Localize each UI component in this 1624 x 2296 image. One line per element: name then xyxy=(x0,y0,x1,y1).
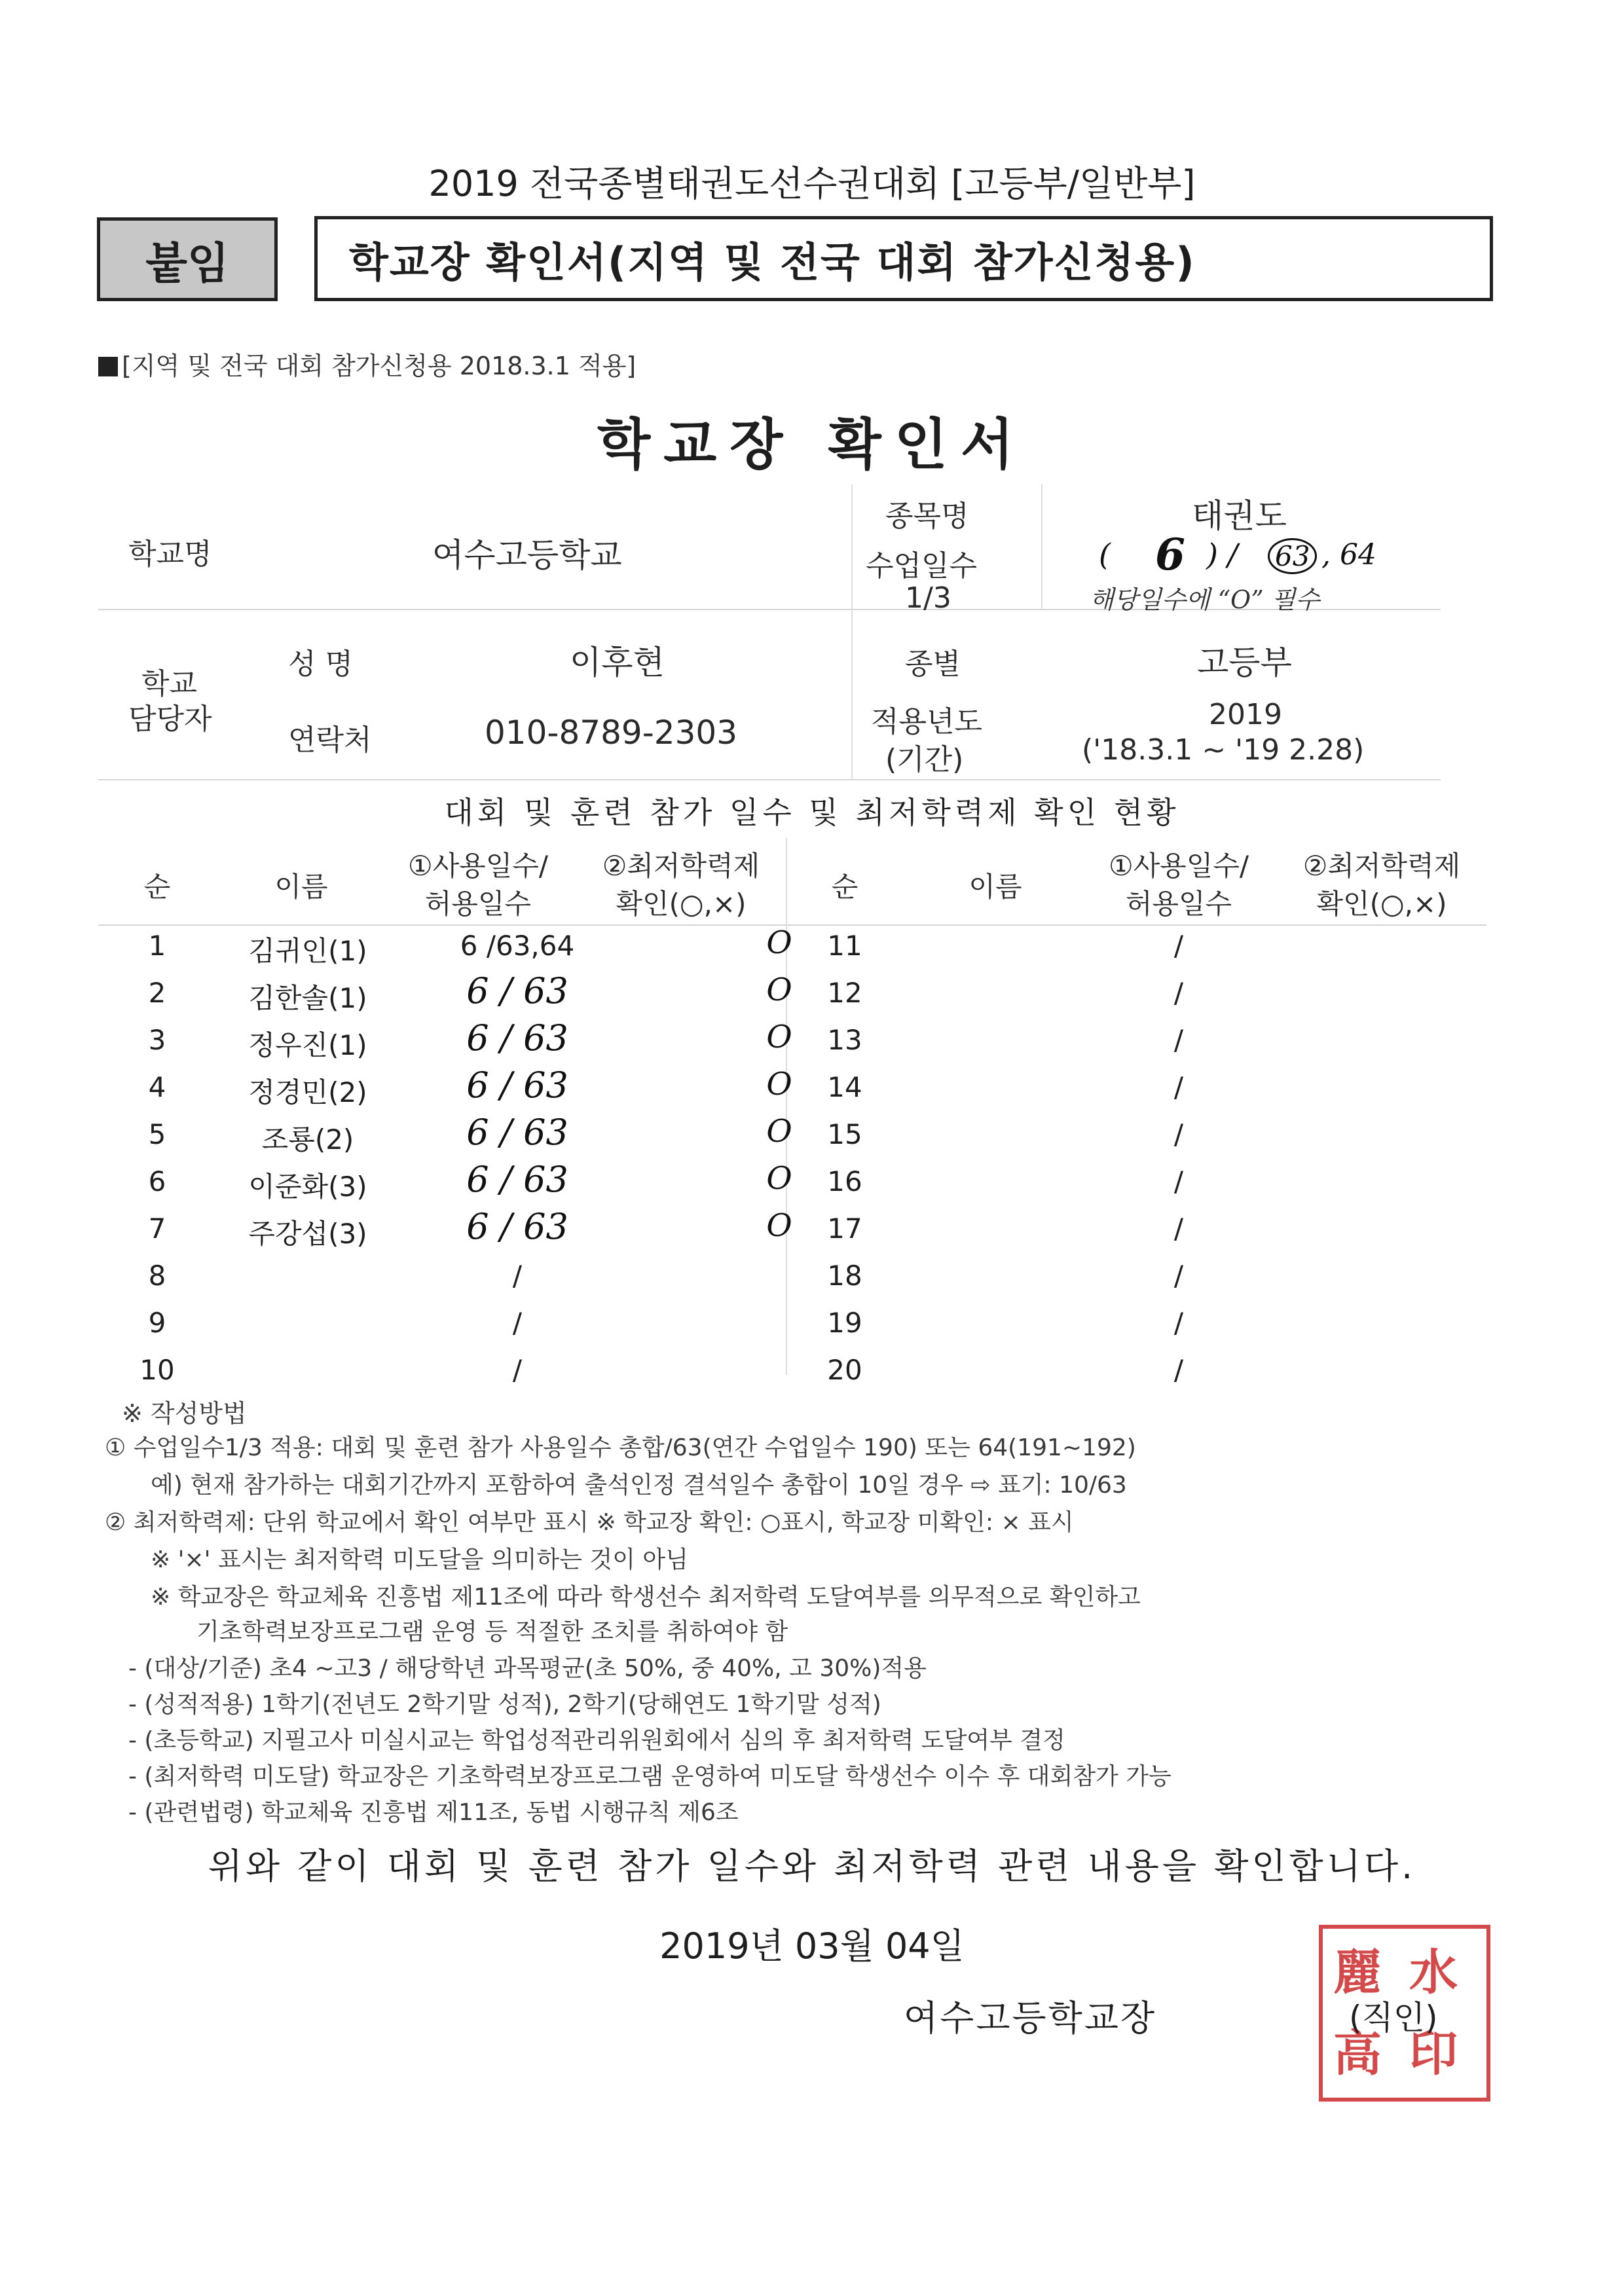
days-used: 6 / 63 xyxy=(466,1065,568,1106)
method-line: 예) 현재 참가하는 대회기간까지 포함하여 출석인정 결석일수 총합이 10일 경우 ⇨ 표기: 10/63 xyxy=(151,1472,1127,1499)
athlete-name: 정경민(2) xyxy=(248,1076,367,1108)
divider xyxy=(1041,484,1043,609)
days-used: 6 /63,64 xyxy=(460,930,575,962)
days-note: 해당일수에 “O” 필수 xyxy=(1090,585,1320,614)
official-seal: 麗 水 高 印 xyxy=(1319,1925,1490,2102)
page-title: 학교장 확인서 xyxy=(597,412,1027,477)
status-title: 대회 및 훈련 참가 일수 및 최저학력제 확인 현황 xyxy=(444,795,1180,830)
contact-label: 학교 xyxy=(141,667,198,701)
row-number: 9 xyxy=(148,1307,166,1339)
sport-label: 종목명 xyxy=(885,500,969,533)
row-number: 8 xyxy=(148,1260,166,1292)
header-no: 순 xyxy=(143,871,171,903)
athlete-name: 이준화(3) xyxy=(248,1171,367,1203)
method-line: - (성적적용) 1학기(전년도 2학기말 성적), 2학기(당해연도 1학기말 성적) xyxy=(128,1691,881,1718)
days-used-right: / xyxy=(1173,1354,1184,1386)
header-min-right: ②최저학력제 xyxy=(1302,850,1461,882)
phone-label: 연락처 xyxy=(288,723,372,757)
attachment-label: 붙임 xyxy=(97,217,278,301)
days-used-right: / xyxy=(1173,1024,1184,1056)
row-number: 3 xyxy=(148,1024,166,1056)
days-used-right: / xyxy=(1173,1071,1184,1103)
min-standard-mark: O xyxy=(766,1066,792,1102)
min-standard-mark: O xyxy=(766,924,792,961)
days-used-right: / xyxy=(1173,930,1184,962)
name-label: 성 명 xyxy=(288,647,353,681)
contact-name: 이후현 xyxy=(570,644,665,682)
row-number: 10 xyxy=(139,1354,175,1386)
row-number-right: 12 xyxy=(827,977,862,1009)
contact-label-2: 담당자 xyxy=(128,702,212,736)
header-days-right: ①사용일수/ xyxy=(1108,850,1249,882)
days-used: / xyxy=(512,1354,523,1386)
table-row xyxy=(98,1300,1486,1347)
header-days-2: 허용일수 xyxy=(424,888,532,920)
division-value: 고등부 xyxy=(1197,644,1292,682)
school-name: 여수고등학교 xyxy=(432,536,622,574)
row-number: 5 xyxy=(148,1118,166,1150)
header-no-right: 순 xyxy=(831,871,858,903)
days-used-right: / xyxy=(1173,977,1184,1009)
form-title: 학교장 확인서(지역 및 전국 대회 참가신청용) xyxy=(314,216,1493,301)
header-name-right: 이름 xyxy=(969,871,1022,903)
days-circled-value: 63 xyxy=(1268,538,1317,574)
days-used-right: / xyxy=(1173,1260,1184,1292)
header-days: ①사용일수/ xyxy=(407,850,549,882)
days-used: / xyxy=(512,1307,523,1339)
row-number-right: 14 xyxy=(827,1071,862,1103)
method-line: - (최저학력 미도달) 학교장은 기초학력보장프로그램 운영하여 미도달 학생선수 이수 후 대회참가 가능 xyxy=(128,1763,1172,1790)
days-label-sub: 1/3 xyxy=(905,581,951,615)
header-min: ②최저학력제 xyxy=(602,850,760,882)
method-line: ※ 학교장은 학교체육 진흥법 제11조에 따라 학생선수 최저학력 도달여부를 의무적으로 확인하고 xyxy=(151,1584,1141,1611)
days-used: 6 / 63 xyxy=(466,1017,568,1059)
min-standard-mark: O xyxy=(766,1207,792,1244)
sport-value: 태권도 xyxy=(1192,497,1287,535)
method-line: - (대상/기준) 초4 ~고3 / 해당학년 과목평균(초 50%, 중 40%, 고 30%)적용 xyxy=(128,1655,927,1682)
athlete-name: 김귀인(1) xyxy=(248,935,367,967)
divider xyxy=(98,779,1441,780)
table-row xyxy=(98,1065,1486,1112)
method-heading: ※ 작성방법 xyxy=(122,1399,247,1428)
notice xyxy=(98,346,636,382)
row-number-right: 17 xyxy=(827,1212,862,1245)
days-paren: ( xyxy=(1099,537,1111,572)
method-line: - (초등학교) 지필고사 미실시교는 학업성적관리위원회에서 심의 후 최저학력 도달여부 결정 xyxy=(128,1727,1065,1754)
row-number-right: 19 xyxy=(827,1307,862,1339)
days-used: / xyxy=(512,1260,523,1292)
row-number-right: 18 xyxy=(827,1260,862,1292)
year-label-sub: (기간) xyxy=(885,743,964,776)
table-row xyxy=(98,1017,1486,1065)
athlete-name: 김한솔(1) xyxy=(248,982,367,1014)
row-number: 6 xyxy=(148,1165,166,1197)
table-row xyxy=(98,1206,1486,1253)
min-standard-mark: O xyxy=(766,1019,792,1055)
row-number: 2 xyxy=(148,977,166,1009)
competition-title: 2019 전국종별태권도선수권대회 [고등부/일반부] xyxy=(428,163,1196,204)
days-alt-value: , 64 xyxy=(1321,538,1376,572)
days-value: 6 xyxy=(1155,529,1185,580)
days-used: 6 / 63 xyxy=(466,970,568,1011)
table-row xyxy=(98,1112,1486,1159)
days-used: 6 / 63 xyxy=(466,1206,568,1247)
athlete-name: 조룡(2) xyxy=(261,1123,354,1156)
seal-label: (직인) xyxy=(1349,1999,1438,2037)
year-period: ('18.3.1 ~ '19 2.28) xyxy=(1082,733,1365,767)
table-row xyxy=(98,923,1486,970)
header-name: 이름 xyxy=(274,871,328,903)
min-standard-mark: O xyxy=(766,972,792,1008)
header-min-right-2: 확인(○,×) xyxy=(1316,888,1447,920)
min-standard-mark: O xyxy=(766,1113,792,1150)
notice-text: [지역 및 전국 대회 참가신청용 2018.3.1 적용] xyxy=(122,352,637,380)
row-number: 7 xyxy=(148,1212,166,1245)
method-line: ① 수업일수1/3 적용: 대회 및 훈련 참가 사용일수 총합/63(연간 수업일수 190) 또는 64(191~192) xyxy=(105,1434,1136,1461)
header-min-2: 확인(○,×) xyxy=(616,888,747,920)
days-used: 6 / 63 xyxy=(466,1159,568,1200)
days-used-right: / xyxy=(1173,1118,1184,1150)
school-label: 학교명 xyxy=(128,538,212,571)
method-line: ② 최저학력제: 단위 학교에서 확인 여부만 표시 ※ 학교장 확인: ○표시, 학교장 미확인: × 표시 xyxy=(105,1509,1074,1536)
method-line: ※ '×' 표시는 최저학력 미도달을 의미하는 것이 아님 xyxy=(151,1546,688,1573)
contact-phone: 010-8789-2303 xyxy=(485,714,738,752)
row-number: 4 xyxy=(148,1071,166,1103)
confirmation-text: 위와 같이 대회 및 훈련 참가 일수와 최저학력 관련 내용을 확인합니다. xyxy=(208,1846,1416,1887)
days-used-right: / xyxy=(1173,1165,1184,1197)
min-standard-mark: O xyxy=(766,1160,792,1197)
days-slash: ) / xyxy=(1206,537,1238,572)
days-used-right: / xyxy=(1173,1307,1184,1339)
table-row xyxy=(98,1159,1486,1206)
row-number-right: 13 xyxy=(827,1024,862,1056)
date: 2019년 03월 04일 xyxy=(659,1925,965,1967)
days-label: 수업일수 xyxy=(866,549,978,583)
table-row xyxy=(98,970,1486,1017)
row-number-right: 20 xyxy=(827,1354,862,1386)
square-bullet-icon xyxy=(98,357,118,376)
athlete-name: 주강섭(3) xyxy=(248,1218,367,1250)
division-label: 종별 xyxy=(905,647,961,681)
days-used-right: / xyxy=(1173,1212,1184,1245)
table-row xyxy=(98,1347,1486,1394)
row-number-right: 11 xyxy=(827,930,862,962)
principal-name: 여수고등학교장 xyxy=(904,1997,1157,2039)
method-line: 기초학력보장프로그램 운영 등 적절한 조치를 취하여야 함 xyxy=(196,1618,788,1645)
athlete-name: 정우진(1) xyxy=(248,1029,367,1061)
year-label: 적용년도 xyxy=(871,705,983,738)
method-line: - (관련법령) 학교체육 진흥법 제11조, 동법 시행규칙 제6조 xyxy=(128,1799,739,1826)
divider xyxy=(851,484,853,779)
days-used: 6 / 63 xyxy=(466,1112,568,1153)
table-row xyxy=(98,1253,1486,1300)
header-days-right-2: 허용일수 xyxy=(1125,888,1232,920)
year-value: 2019 xyxy=(1209,698,1282,731)
row-number-right: 16 xyxy=(827,1165,862,1197)
row-number-right: 15 xyxy=(827,1118,862,1150)
row-number: 1 xyxy=(148,930,166,962)
